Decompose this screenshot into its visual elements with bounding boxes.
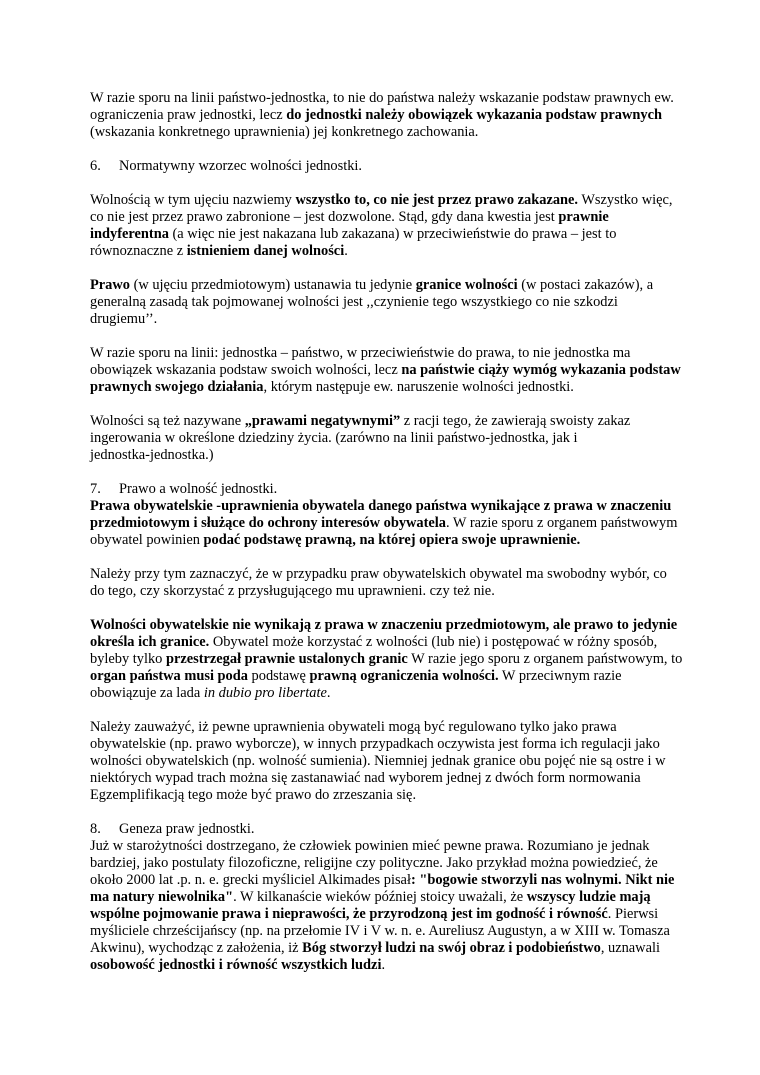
bold-run: do jednostki należy obowiązek wykazania podstaw prawnych: [286, 107, 662, 123]
text-line: [90, 838, 680, 855]
text-line: [90, 379, 680, 396]
document-body: [90, 90, 683, 991]
text-run: generalną zasadą tak pojmowanej wolności jest ,,czynienie tego wszystkiego co nie szkodzi: [90, 294, 618, 310]
bold-run: : "bogowie stworzyli nas wolnymi. Nikt nie: [410, 872, 675, 888]
text-line: [90, 566, 680, 583]
text-line: [90, 226, 680, 243]
text-run: Należy przy tym zaznaczyć, że w przypadku praw obywatelskich obywatel ma swobodny wybór, co: [90, 566, 667, 582]
text-line: [90, 311, 680, 328]
bold-run: granice wolności: [415, 277, 518, 293]
text-line: [90, 515, 680, 532]
text-run: podstawę: [247, 668, 310, 684]
text-run: Egzemplifikacją tego może być prawo do zrzeszania się.: [90, 787, 417, 803]
section-number: 7.: [90, 481, 101, 497]
text-run: byleby tylko: [90, 651, 166, 667]
text-run: . Pierwsi: [607, 906, 659, 922]
text-run: obywatelskie (np. prawo wyborcze), w innych przypadkach oczywista jest forma ich regulacji jako: [90, 736, 660, 752]
section-title: Normatywny wzorzec wolności jednostki.: [119, 158, 362, 174]
text-line: [90, 617, 680, 634]
bold-run: prawnie: [558, 209, 609, 225]
bold-run: Wolności obywatelskie nie wynikają z prawa w znaczeniu przedmiotowym, ale prawo to jedynie: [90, 617, 678, 633]
text-run: .: [381, 957, 386, 973]
text-run: , uznawali: [600, 940, 660, 956]
text-line: [90, 107, 680, 124]
paragraph-civil-freedoms: [90, 617, 683, 702]
section-heading-6: [90, 158, 680, 175]
text-line: [90, 413, 680, 430]
text-line: [90, 345, 680, 362]
text-line: [90, 889, 680, 906]
text-line: [90, 855, 680, 872]
bold-run: przestrzegał prawnie ustalonych granic: [165, 651, 408, 667]
text-run: (w ujęciu przedmiotowym) ustanawia tu jedynie: [129, 277, 416, 293]
text-line: [90, 872, 680, 889]
paragraph-origins: [90, 838, 680, 974]
text-run: Obywatel może korzystać z wolności (lub nie) i postępować w różny sposób,: [209, 634, 658, 650]
section-heading-8: [90, 821, 680, 838]
text-line: [90, 362, 680, 379]
text-run: (w postaci zakazów), a: [517, 277, 654, 293]
bold-run: na państwie ciąży wymóg wykazania podstaw: [401, 362, 681, 378]
bold-run: podać podstawę prawną, na której opiera swoje uprawnienie.: [203, 532, 581, 548]
section-heading-7: [90, 481, 680, 498]
text-line: [90, 124, 680, 141]
bold-run: Prawo: [90, 277, 130, 293]
text-run: bardziej, jako postulaty filozoficzne, religijne czy polityczne. Jako przykład można powiedzieć, że: [90, 855, 658, 871]
text-run: co nie jest przez prawo zabronione – jest dozwolone. Stąd, gdy dana kwestia jest: [90, 209, 559, 225]
paragraph-dispute-state-individual: [90, 90, 680, 141]
italic-run: in dubio pro libertate: [203, 685, 327, 701]
text-run: obywatel powinien: [90, 532, 204, 548]
text-line: [90, 294, 680, 311]
text-line: [90, 719, 680, 736]
text-line: [90, 923, 680, 940]
heading-line: [90, 821, 680, 838]
text-line: [90, 532, 680, 549]
text-run: . W kilkanaście wieków później stoicy uważali, że: [233, 889, 527, 905]
text-line: [90, 651, 683, 668]
text-run: niektórych wypad trach można się zastanawiać nad wyborem jednej z dwóch form normowania: [90, 770, 641, 786]
text-line: [90, 277, 680, 294]
bold-run: ma natury niewolnika": [90, 889, 234, 905]
text-run: Wolnością w tym ujęciu nazwiemy: [90, 192, 296, 208]
bold-run: określa ich granice.: [90, 634, 210, 650]
text-run: ograniczenia praw jednostki, lecz: [90, 107, 287, 123]
text-line: [90, 447, 680, 464]
text-run: (wskazania konkretnego uprawnienia) jej konkretnego zachowania.: [90, 124, 479, 140]
bold-run: Prawa obywatelskie -uprawnienia obywatela danego państwa wynikające z prawa w znaczeniu: [90, 498, 672, 514]
text-run: obowiązek wskazania podstaw swoich wolności, lecz: [90, 362, 402, 378]
text-run: do tego, czy skorzystać z przysługującego mu uprawnieni. czy też nie.: [90, 583, 495, 599]
text-run: z racji tego, że zawierają swoisty zakaz: [400, 413, 631, 429]
bold-run: osobowość jednostki i równość wszystkich ludzi: [90, 957, 382, 973]
text-run: W razie sporu na linii państwo-jednostka, to nie do państwa należy wskazanie podstaw prawnych ew.: [90, 90, 674, 106]
text-run: około 2000 lat .p. n. e. grecki myśliciel Alkimades pisał: [90, 872, 411, 888]
text-line: [90, 583, 680, 600]
text-run: W razie sporu na linii: jednostka – państwo, w przeciwieństwie do prawa, to nie jednostka ma: [90, 345, 631, 361]
bold-run: przedmiotowym i służące do ochrony interesów obywatela: [90, 515, 446, 531]
text-run: W razie jego sporu z organem państwowym, to: [407, 651, 683, 667]
text-run: obowiązuje za lada: [90, 685, 204, 701]
bold-run: wszyscy ludzie mają: [526, 889, 651, 905]
bold-run: wspólne pojmowanie prawa i nieprawości, że przyrodzoną jest im godność i równość: [90, 906, 608, 922]
text-run: Należy zauważyć, iż pewne uprawnienia obywateli mogą być regulowano tylko jako prawa: [90, 719, 617, 735]
bold-run: „prawami negatywnymi”: [244, 413, 401, 429]
text-run: jednostka-jednostka.): [90, 447, 214, 463]
text-line: [90, 243, 680, 260]
text-run: . W razie sporu z organem państwowym: [446, 515, 678, 531]
section-number: 8.: [90, 821, 101, 837]
text-run: .: [326, 685, 331, 701]
section-number: 6.: [90, 158, 101, 174]
text-run: drugiemu’’.: [90, 311, 158, 327]
text-line: [90, 753, 680, 770]
text-line: [90, 192, 680, 209]
paragraph-negative-rights: [90, 413, 680, 464]
text-line: [90, 906, 680, 923]
text-line: [90, 634, 680, 651]
text-run: (a więc nie jest nakazana lub zakazana) w przeciwieństwie do prawa – jest to: [168, 226, 617, 242]
text-run: wolności obywatelskich (np. wolność sumienia). Niemniej jednak granice obu pojęć nie są ostre i w: [90, 753, 666, 769]
text-run: równoznaczne z: [90, 243, 187, 259]
heading-line: [90, 158, 680, 175]
text-line: [90, 685, 680, 702]
bold-run: istnieniem danej wolności: [186, 243, 345, 259]
text-line: [90, 668, 680, 685]
text-run: W przeciwnym razie: [498, 668, 622, 684]
text-run: myśliciele chrześcijańscy (np. na przełomie IV i V w. n. e. Aureliusz Augustyn, a w XIII w. Tomasza: [90, 923, 670, 939]
text-line: [90, 770, 680, 787]
bold-run: prawnych swojego działania: [90, 379, 264, 395]
paragraph-state-burden: [90, 345, 680, 396]
paragraph-civil-rights: [90, 498, 680, 549]
text-line: [90, 957, 680, 974]
bold-run: wszystko to, co nie jest przez prawo zakazane.: [295, 192, 579, 208]
text-line: [90, 736, 680, 753]
bold-run: prawną ograniczenia wolności.: [309, 668, 499, 684]
heading-line: [90, 481, 680, 498]
section-title: Prawo a wolność jednostki.: [119, 481, 278, 497]
paragraph-law-boundaries: [90, 277, 680, 328]
paragraph-free-choice: [90, 566, 680, 600]
section-title: Geneza praw jednostki.: [119, 821, 255, 837]
bold-run: Bóg stworzył ludzi na swój obraz i podobieństwo: [302, 940, 601, 956]
text-line: [90, 787, 680, 804]
text-line: [90, 498, 680, 515]
text-run: Już w starożytności dostrzegano, że człowiek powinien mieć pewne prawa. Rozumiano je jednak: [90, 838, 650, 854]
paragraph-freedom-definition: [90, 192, 680, 260]
text-line: [90, 430, 680, 447]
text-line: [90, 90, 680, 107]
text-line: [90, 209, 680, 226]
text-run: Akwinu), wychodząc z założenia, iż: [90, 940, 303, 956]
bold-run: organ państwa musi poda: [90, 668, 248, 684]
text-line: [90, 940, 680, 957]
text-run: ingerowania w określone dziedziny życia. (zarówno na linii państwo-jednostka, jak i: [90, 430, 578, 446]
text-run: Wolności są też nazywane: [90, 413, 245, 429]
text-run: , którym następuje ew. naruszenie wolności jednostki.: [263, 379, 574, 395]
bold-run: indyferentna: [90, 226, 169, 242]
text-run: Wszystko więc,: [578, 192, 673, 208]
paragraph-regulation-forms: [90, 719, 680, 804]
text-run: .: [344, 243, 348, 259]
